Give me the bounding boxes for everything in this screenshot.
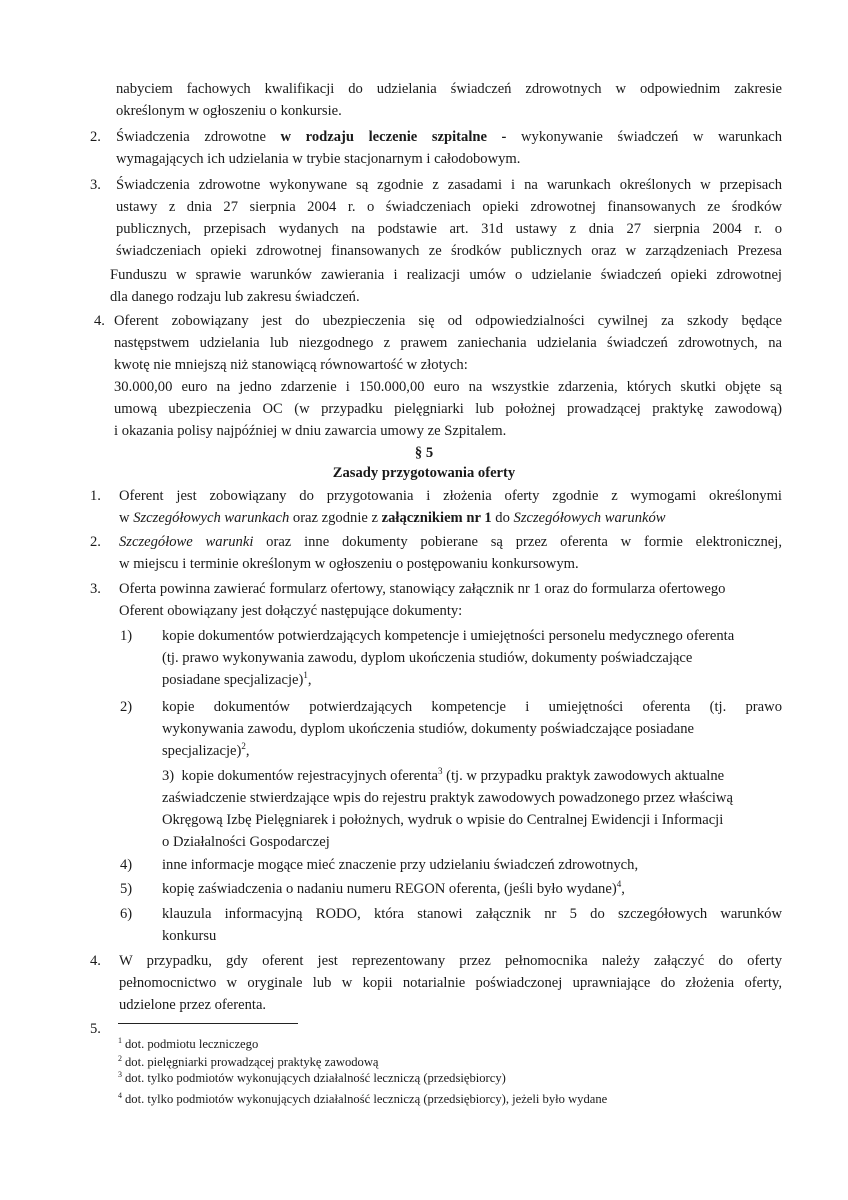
text-span: , (245, 743, 250, 759)
paragraph-line: wykonywania zawodu, dyplom ukończenia studiów, dokumenty poświadczające posiadane (162, 721, 694, 737)
text-span: oraz inne dokumenty pobierane są przez oferenta w formie elektronicznej, (253, 534, 782, 550)
footnote-number: 1 (118, 1036, 122, 1045)
text-span: specjalizacje) (162, 743, 242, 759)
footnote (118, 1070, 506, 1086)
sublist-number: 5) (120, 881, 133, 897)
paragraph-line (162, 671, 312, 689)
list-item-text (116, 128, 782, 146)
italic-text: Szczegółowe warunki (119, 534, 254, 550)
footnote-text: dot. podmiotu leczniczego (125, 1037, 259, 1051)
paragraph-line: następstwem udzielania lub niezgodnego z prawem zaniechania udzielania świadczeń zdrowotnych, na (114, 335, 782, 351)
paragraph-line: Oferent obowiązany jest dołączyć następujące dokumenty: (119, 603, 463, 619)
paragraph-line: Funduszu w sprawie warunków zawierania i realizacji umów o udzielanie świadczeń opieki zdrowotnej (110, 267, 782, 283)
list-item-text (162, 767, 724, 785)
list-number: 1. (90, 488, 101, 504)
footnote (118, 1036, 258, 1052)
italic-text: Szczegółowych warunków (513, 510, 666, 526)
italic-text: Szczegółowych warunkach (133, 510, 290, 526)
footnote-ref: 3 (437, 766, 443, 776)
bold-text: w rodzaju leczenie szpitalne - (280, 129, 507, 145)
footnote-text: dot. pielęgniarki prowadzącej praktykę zawodową (125, 1055, 379, 1069)
paragraph-line: Okręgową Izbę Pielęgniarek i położnych, wydruk o wpisie do Centralnej Ewidencji i Informacji (162, 812, 724, 828)
text-span: w (119, 510, 134, 526)
list-number: 2. (90, 129, 101, 145)
footnote-number: 3 (118, 1070, 122, 1079)
section-symbol: § 5 (414, 445, 434, 461)
paragraph-line: 30.000,00 euro na jedno zdarzenie i 150.000,00 euro na wszystkie zdarzenia, których skutki objęte są (114, 379, 782, 395)
paragraph-line: Oferent jest zobowiązany do przygotowania i złożenia oferty zgodnie z wymogami określonymi (119, 488, 782, 504)
footnote-ref: 1 (303, 670, 308, 680)
footnote (118, 1054, 379, 1070)
text-span: kopię zaświadczenia o nadaniu numeru REGON oferenta, (jeśli było wydane) (162, 881, 617, 897)
footnote-text: dot. tylko podmiotów wykonujących działalność leczniczą (przedsiębiorcy) (125, 1071, 506, 1085)
paragraph-line: kwotę nie mniejszą niż stanowiącą równowartość w złotych: (114, 357, 468, 373)
list-item-text (119, 509, 666, 527)
text-span: oraz zgodnie z (289, 510, 382, 526)
list-number: 2. (90, 534, 101, 550)
paragraph-line (162, 880, 625, 898)
paragraph-line: kopie dokumentów potwierdzających kompetencje i umiejętności personelu medycznego oferenta (162, 628, 735, 644)
list-number: 5. (90, 1021, 101, 1037)
paragraph-line: dla danego rodzaju lub zakresu świadczeń. (110, 289, 360, 305)
paragraph-line: publicznych, przepisach wydanych na podstawie art. 31d ustawy z dnia 27 sierpnia 2004 r. o (116, 221, 782, 237)
sublist-number: 4) (120, 857, 133, 873)
text-span: wykonywanie świadczeń w warunkach (506, 129, 782, 145)
sublist-number: 1) (120, 628, 133, 644)
footnote-number: 2 (118, 1054, 122, 1063)
paragraph-line: o Działalności Gospodarczej (162, 834, 330, 850)
paragraph-line: Świadczenia zdrowotne wykonywane są zgodnie z zasadami i na warunkach określonych w przepisach (116, 177, 782, 193)
paragraph-line: W przypadku, gdy oferent jest reprezentowany przez pełnomocnika należy załączyć do oferty (119, 953, 782, 969)
footnote (118, 1091, 607, 1107)
section-title: Zasady przygotowania oferty (332, 465, 516, 481)
paragraph-line: inne informacje mogące mieć znaczenie przy udzielaniu świadczeń zdrowotnych, (162, 857, 639, 873)
paragraph-line: Oferta powinna zawierać formularz ofertowy, stanowiący załącznik nr 1 oraz do formularza ofertowego (119, 581, 726, 597)
sublist-number: 2) (120, 699, 133, 715)
paragraph-line: nabyciem fachowych kwalifikacji do udzielania świadczeń zdrowotnych w odpowiednim zakresie (116, 81, 782, 97)
paragraph-line: konkursu (162, 928, 217, 944)
paragraph-line: klauzula informacyjną RODO, która stanowi załącznik nr 5 do szczegółowych warunków (162, 906, 782, 922)
paragraph-line (162, 742, 250, 760)
footnote-text: dot. tylko podmiotów wykonujących działalność leczniczą (przedsiębiorcy), jeżeli było wydane (125, 1092, 608, 1106)
footnote-number: 4 (118, 1091, 122, 1100)
text-span: posiadane specjalizacje) (162, 672, 304, 688)
paragraph-line: świadczeniach opieki zdrowotnej finansowanych ze środków publicznych oraz w zarządzeniach Prezesa (116, 243, 782, 259)
paragraph-line: (tj. prawo wykonywania zawodu, dyplom ukończenia studiów, dokumenty poświadczające (162, 650, 693, 666)
list-number: 4. (90, 953, 101, 969)
paragraph-line: Oferent zobowiązany jest do ubezpieczenia się od odpowiedzialności cywilnej za szkody będące (114, 313, 782, 329)
paragraph-line: udzielone przez oferenta. (119, 997, 267, 1013)
footnote-separator (118, 1023, 298, 1024)
sublist-number: 3) (162, 768, 175, 784)
list-number: 3. (90, 177, 101, 193)
paragraph-line: określonym w ogłoszeniu o konkursie. (116, 103, 342, 119)
paragraph-line: kopie dokumentów potwierdzających kompetencje i umiejętności oferenta (tj. prawo (162, 699, 782, 715)
text-span: (tj. w przypadku praktyk zawodowych aktualne (442, 768, 725, 784)
footnote-ref: 4 (616, 879, 622, 889)
text-span: , (307, 672, 312, 688)
paragraph-line: i okazania polisy najpóźniej w dniu zawarcia umowy ze Szpitalem. (114, 423, 507, 439)
text-span: , (621, 881, 625, 897)
sublist-number: 6) (120, 906, 133, 922)
footnote-ref: 2 (241, 741, 246, 751)
list-item-text (119, 533, 782, 551)
paragraph-line: pełnomocnictwo w oryginale lub w kopii notarialnie poświadczonej uprawniające do złożenia oferty, (119, 975, 782, 991)
text-span: do (491, 510, 514, 526)
paragraph-line: umową ubezpieczenia OC (w przypadku pielęgniarki lub położnej prowadzącej praktykę zawodową) (114, 401, 782, 417)
text-span: kopie dokumentów rejestracyjnych oferenta (181, 768, 438, 784)
list-number: 4. (94, 313, 105, 329)
paragraph-line: wymagających ich udzielania w trybie stacjonarnym i całodobowym. (116, 151, 521, 167)
text-span: Świadczenia zdrowotne (116, 129, 281, 145)
bold-text: załącznikiem nr 1 (381, 510, 492, 526)
paragraph-line: w miejscu i terminie określonym w ogłoszeniu o postępowaniu konkursowym. (119, 556, 579, 572)
paragraph-line: ustawy z dnia 27 sierpnia 2004 r. o świadczeniach opieki zdrowotnej finansowanych ze środków (116, 199, 782, 215)
paragraph-line: zaświadczenie stwierdzające wpis do rejestru praktyk zawodowych powadzonego przez właściwą (162, 790, 733, 806)
list-number: 3. (90, 581, 101, 597)
